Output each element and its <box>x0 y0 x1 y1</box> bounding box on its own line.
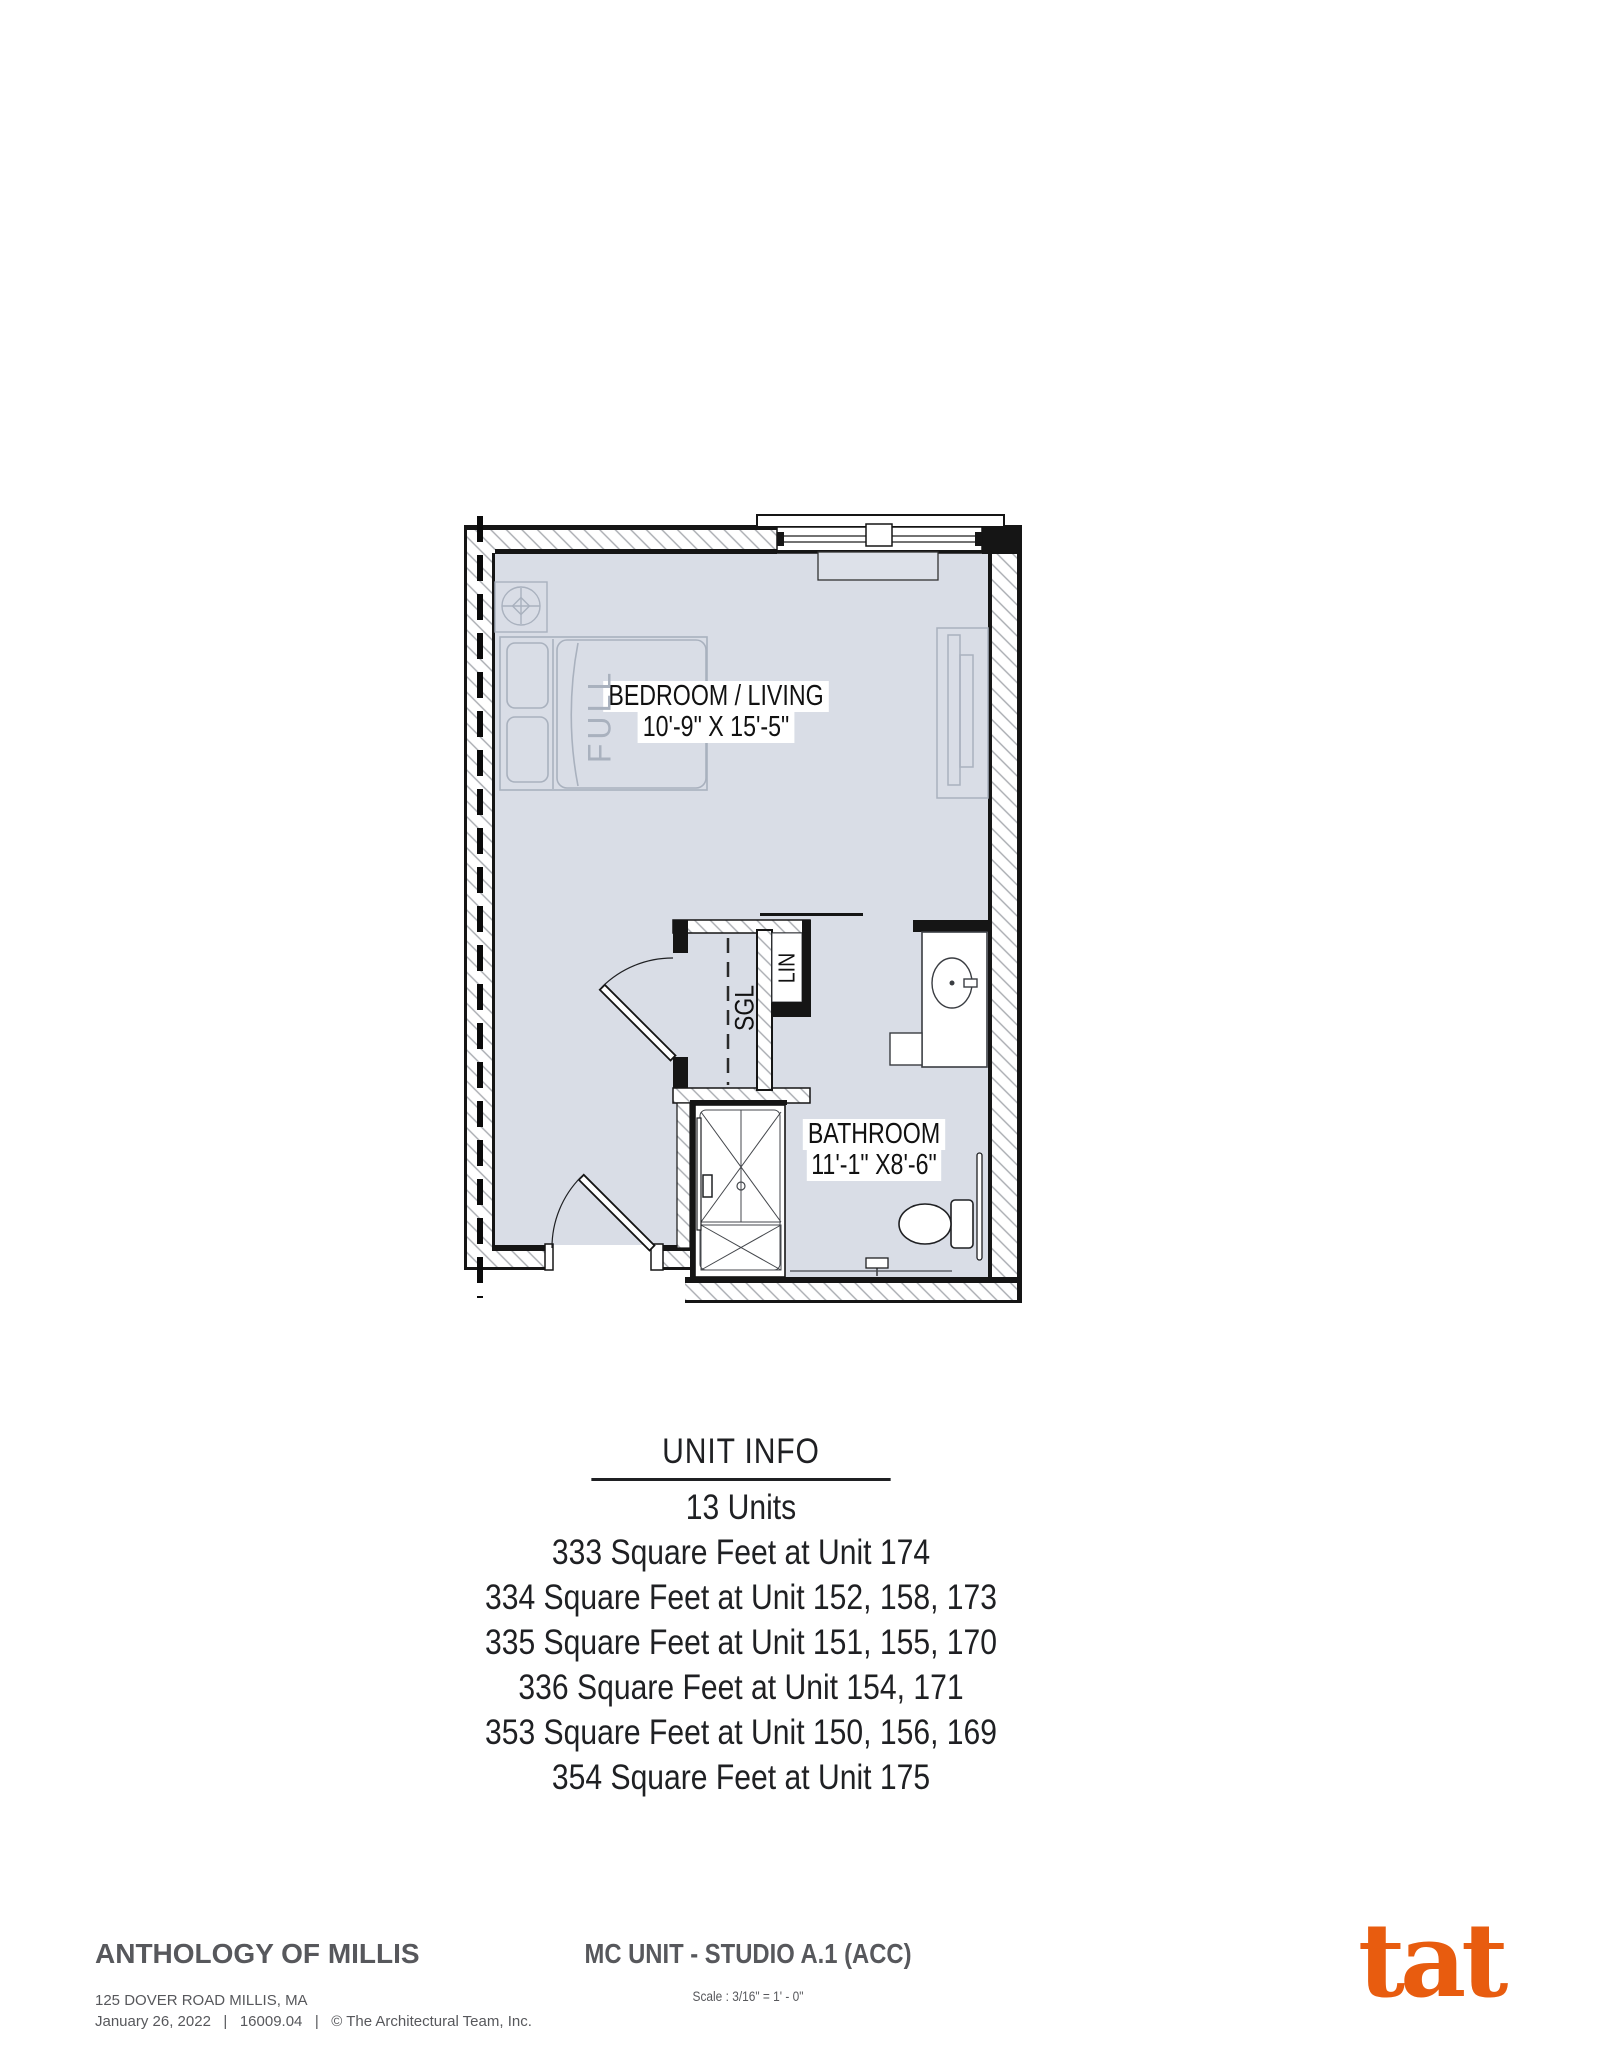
unit-info-line: 354 Square Feet at Unit 175 <box>551 1758 931 1797</box>
toilet <box>899 1200 973 1248</box>
room-name: BATHROOM <box>803 1119 945 1150</box>
title-block <box>0 1900 1600 2071</box>
sheet-meta: January 26, 2022 | 16009.04 | © The Architectural Team, Inc. <box>95 2013 532 2030</box>
bedroom-living-label <box>596 681 836 743</box>
unit-info-line: 336 Square Feet at Unit 154, 171 <box>518 1668 964 1707</box>
bathroom-label <box>754 1119 994 1181</box>
room-dimensions: 10'-9" X 15'-5" <box>638 712 794 743</box>
unit-info-underline <box>591 1478 890 1481</box>
room-name: BEDROOM / LIVING <box>604 681 829 712</box>
project-name: ANTHOLOGY OF MILLIS <box>95 1938 420 1969</box>
linen-closet-label: LIN <box>773 952 800 984</box>
scale-note: Scale : 3/16" = 1' - 0" <box>692 1988 804 2004</box>
project-info <box>95 1938 532 2030</box>
project-address: 125 DOVER ROAD MILLIS, MA <box>95 1992 308 2009</box>
unit-count: 13 Units <box>685 1488 797 1527</box>
shower-grab-bar <box>697 1118 701 1230</box>
unit-info-line: 335 Square Feet at Unit 151, 155, 170 <box>484 1623 998 1662</box>
unit-info-title: UNIT INFO <box>662 1432 820 1471</box>
tat-logo: tat <box>1358 1901 1504 2021</box>
bathroom-bench <box>890 1033 922 1065</box>
unit-info-line: 353 Square Feet at Unit 150, 156, 169 <box>484 1713 998 1752</box>
unit-info-block <box>483 1432 999 1800</box>
window <box>757 515 1004 553</box>
shower-control <box>703 1175 712 1197</box>
unit-info-line: 334 Square Feet at Unit 152, 158, 173 <box>484 1578 998 1617</box>
room-dimensions: 11'-1" X8'-6" <box>806 1150 941 1181</box>
window-treatment <box>818 552 938 580</box>
sheet-title: MC UNIT - STUDIO A.1 (ACC) <box>584 1938 912 1969</box>
unit-info-line: 333 Square Feet at Unit 174 <box>551 1533 931 1572</box>
bathroom-west-wall <box>677 1103 690 1248</box>
single-closet-label: SGL <box>729 985 760 1031</box>
faucet-icon <box>964 979 977 987</box>
sheet-title-block <box>493 1938 1003 2004</box>
bed-size-label: FULL <box>581 668 618 764</box>
vanity-sink <box>922 932 987 1067</box>
